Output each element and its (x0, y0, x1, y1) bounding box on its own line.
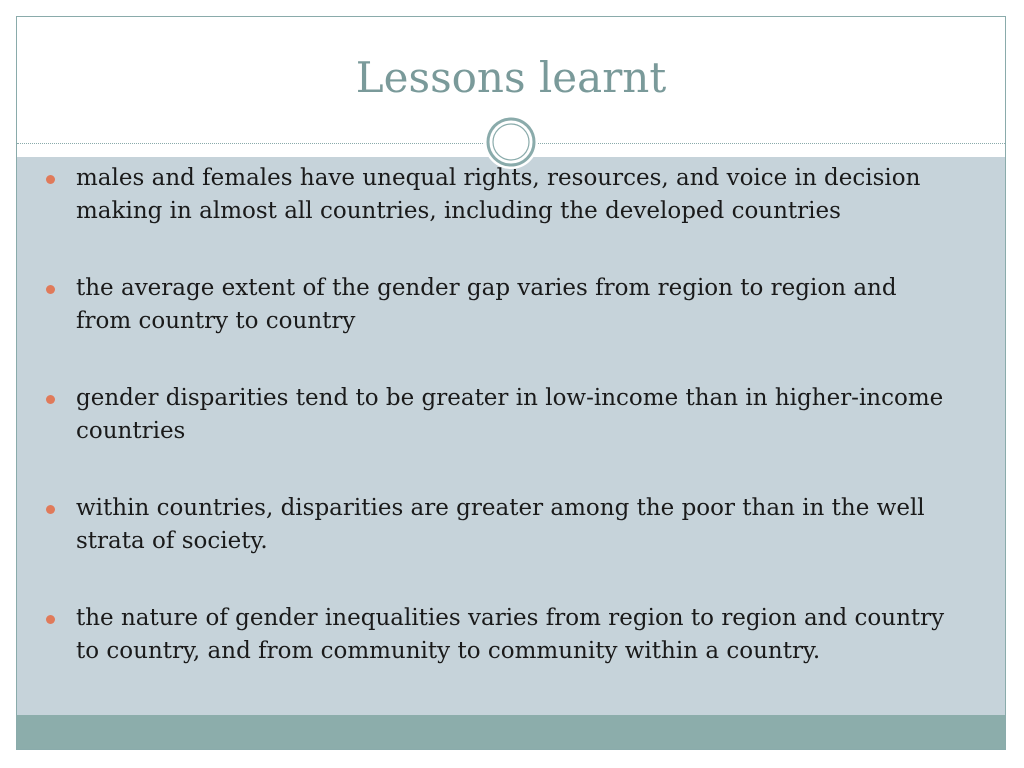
bullet-dot-icon (46, 395, 55, 404)
bullet-dot-icon (46, 505, 55, 514)
list-item (46, 162, 946, 228)
list-item (46, 272, 946, 338)
list-item (46, 382, 946, 448)
bullet-dot-icon (46, 175, 55, 184)
list-item (46, 602, 946, 668)
bullet-dot-icon (46, 285, 55, 294)
bullet-text: the average extent of the gender gap varies from region to region and from country to country (76, 275, 897, 334)
bullet-text: within countries, disparities are greater among the poor than in the well strata of society. (76, 495, 925, 554)
bullet-text: the nature of gender inequalities varies from region to region and country to country, and from community to community within a country. (76, 605, 945, 664)
footer-band (17, 715, 1005, 750)
slide-title: Lessons learnt (355, 53, 667, 102)
list-item (46, 492, 946, 558)
bullet-text: males and females have unequal rights, resources, and voice in decision making in almost all countries, including the developed countries (76, 165, 921, 224)
bullet-dot-icon (46, 615, 55, 624)
bullet-text: gender disparities tend to be greater in low-income than in higher-income countries (76, 385, 944, 444)
bullet-list (46, 162, 946, 712)
